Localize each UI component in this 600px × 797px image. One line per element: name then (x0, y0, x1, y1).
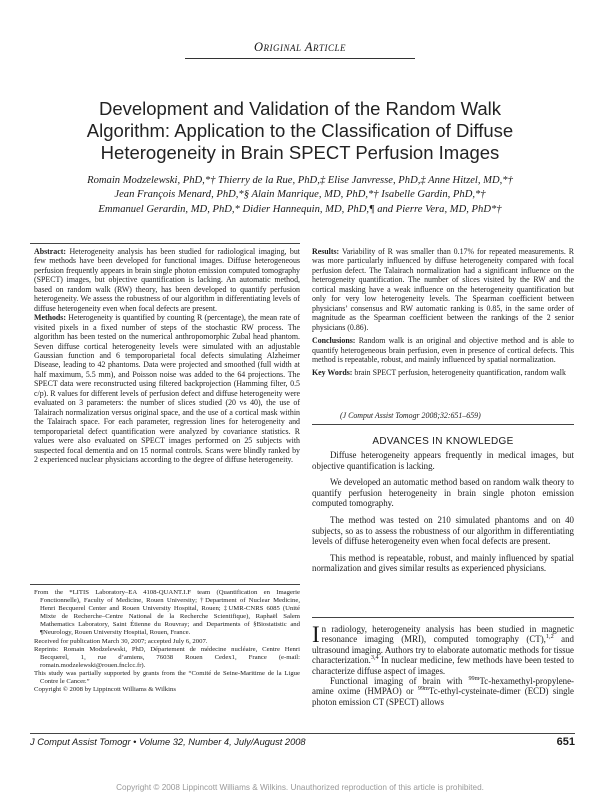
intro-paragraph (312, 624, 574, 676)
conclusions-paragraph (312, 336, 574, 364)
title-line: Algorithm: Application to the Classification of Diffuse (86, 120, 514, 141)
abstract-label: Abstract: (34, 247, 66, 256)
author-line: Jean François Menard, PhD,*§ Alain Manrique, MD, PhD,*† Isabelle Gardin, PhD,*† (114, 189, 486, 201)
intro-text: and ultrasound imaging. Authors try to elaborate automatic methods for tissue characterization. (312, 634, 574, 666)
drop-cap: I (312, 622, 320, 647)
keywords-label: Key Words: (312, 368, 353, 378)
title-line: Development and Validation of the Random Walk (98, 98, 502, 119)
introduction-section (312, 624, 574, 707)
abstract-left-column (34, 247, 300, 464)
conclusions-text: Random walk is an original and objective method and is able to quantify heterogeneous brain perfusion, even in presence of cortical defects. This method is repeatable, robust, and mainly influenced by spatial normalization. (312, 336, 574, 364)
footnote-funding: This study was partially supported by grants from the “Comité de Seine-Maritime de la Ligue Contre le Cancer.” (34, 669, 300, 686)
copyright-notice: Copyright © 2008 Lippincott Williams & Wilkins. Unauthorized reproduction of this article is prohibited. (116, 783, 484, 792)
citation-ref: 1,2 (545, 633, 554, 641)
intro-rule (312, 617, 574, 618)
intro-text: n radiology, heterogeneity analysis has been studied in magnetic resonance imaging (MRI), computed tomography (CT), (321, 624, 574, 645)
isotope-superscript: 99m (417, 685, 429, 693)
footnotes (34, 589, 300, 694)
keywords-paragraph (312, 368, 574, 377)
intro-text: Functional imaging of brain with (330, 676, 469, 687)
advances-paragraph: We developed an automatic method based on random walk theory to quantify perfusion heterogeneity in brain single photon emission computed tomography. (312, 477, 574, 509)
advances-section (312, 450, 574, 574)
footer-journal: J Comput Assist Tomogr • Volume 32, Number 4, July/August 2008 (30, 737, 306, 747)
intro-text: Tc-ethyl-cysteinate-dimer (ECD) single photon emission CT (SPECT) allows (312, 686, 574, 707)
results-label: Results: (312, 247, 340, 256)
abstract-right-column (312, 247, 574, 382)
page-footer (30, 733, 575, 750)
abstract-bottom-rule (312, 424, 574, 425)
methods-paragraph (34, 313, 300, 464)
intro-text: Tc-hexamethyl-propylene-amine oxime (HMPAO) or (312, 676, 574, 697)
advances-paragraph: This method is repeatable, robust, and mainly influenced by spatial normalization and gives similar results as experienced physicians. (312, 552, 574, 574)
intro-paragraph (312, 676, 574, 707)
section-rule (185, 58, 415, 59)
journal-citation: (J Comput Assist Tomogr 2008;32:651–659) (340, 411, 481, 420)
results-text: Variability of R was smaller than 0.17% for repeated measurements. R was more particularly influenced by diffuse heterogeneity compared with focal perfusion defect. The Talairach normalization had a significant influence on the heterogeneity quantification. The number of slices visited by the RW and the cortical masking have a weak influence on the heterogeneity quantification but only for very low heterogeneity levels. The Spearman coefficient between physicians’ consensus and RW automatic ranking is 0.85, in the same order of magnitude as the Spearman coefficient between the rankings of the 2 senior physicians (0.86). (312, 247, 574, 332)
author-line: Emmanuel Gerardin, MD, PhD,* Didier Hannequin, MD, PhD,¶ and Pierre Vera, MD, PhD*† (98, 203, 502, 215)
footnote-copyright: Copyright © 2008 by Lippincott Williams & Wilkins (34, 686, 176, 694)
abstract-paragraph (34, 247, 300, 313)
intro-text: In nuclear medicine, few methods have been tested to characterize diffuse aspect of images. (312, 655, 574, 676)
keywords-text: brain SPECT perfusion, heterogeneity quantification, random walk (354, 368, 566, 378)
title-line: Heterogeneity in Brain SPECT Perfusion Images (100, 142, 500, 163)
advances-paragraph: Diffuse heterogeneity appears frequently in medical images, but objective quantification is lacking. (312, 450, 574, 471)
methods-text: Heterogeneity is quantified by counting R (percentage), the mean rate of visited pixels in a fixed number of steps of the stochastic RW process. The algorithm has been tested on the numerical anthropomorphic Zubal head phantom. Seven diffuse cortical heterogeneity levels were simulated with an adjustable Gaussian function and 6 temporoparietal focal defects simulating Alzheimer Disease, leading to 42 phantoms. Data were projected and smoothed (full width at half maximum, 5.5 mm), and Poisson noise was added to the 64 projections. The SPECT data were reconstructed using filtered backprojection (Hamming filter, 0.5 c/p). R values for different levels of perfusion defect and diffuse heterogeneity were evaluated on 3 parameters: the number of slices studied (20 vs 40), the use of Talairach normalization versus original space, and the use of a cortical mask within the Talairach space. For each parameter, regression lines for heterogeneity and temporoparietal defect quantification were analyzed by covariance statistics. R values were also evaluated on SPECT images performed on 25 subjects with suspected focal dementia and on 15 normal controls. Scans were blindly ranked by 2 experienced nuclear physicians according to the degree of diffuse heterogeneity. (34, 313, 300, 464)
abstract-text: Heterogeneity analysis has been studied for radiological imaging, but few methods have been developed for functional images. Diffuse heterogeneous perfusion frequently appears in brain single photon emission computed tomography (SPECT) images, but objective quantification is lacking. An automatic method, based on random walk (RW) theory, has been developed to quantify perfusion heterogeneity. We assess the robustness of our algorithm in differentiating levels of diffuse heterogeneity even when focal defects are present. (34, 247, 300, 313)
footnote-rule (30, 584, 300, 585)
advances-heading: ADVANCES IN KNOWLEDGE (372, 436, 514, 447)
conclusions-label: Conclusions: (312, 336, 356, 346)
author-list (20, 174, 580, 217)
isotope-superscript: 99m (468, 675, 480, 683)
article-title (30, 98, 570, 164)
footnote-reprints: Reprints: Romain Modzelewski, PhD, Département de médecine nucléaire, Centre Henri Becquerel, 1, rue d’amiens, 76038 Rouen Cedex1, France (e-mail: romain.modzelewski@rouen.fnclcc.fr). (34, 645, 300, 669)
advances-paragraph: The method was tested on 210 simulated phantoms and on 40 subjects, so as to assess the robustness of our algorithm in differentiating levels of diffuse heterogeneity even when focal defects are present. (312, 514, 574, 547)
section-label: Original Article (253, 40, 347, 54)
footnote-received: Received for publication March 30, 2007; accepted July 6, 2007. (34, 637, 208, 645)
results-paragraph (312, 247, 574, 332)
footnote-affiliations: From the *LITIS Laboratory–EA 4108-QUANT.I.F team (Quantification en Imagerie Fonctionnelle), Faculty of Medicine, Rouen University; †Department of Nuclear Medicine, Henri Becquerel Center and Rouen University Hospital, Rouen; ‡UMR-CNRS 6085 (Unité Mixte de Recherche–Centre National de la Recherche Scientifique), Raphaël Salem Mathematics Laboratory, Saint Étienne du Rouvray; and Departments of §Biostatistic and ¶Neurology, Rouen University Hospital, Rouen, France. (34, 589, 300, 637)
citation-ref: 3,4 (370, 654, 379, 662)
author-line: Romain Modzelewski, PhD,*† Thierry de la Rue, PhD,‡ Elise Janvresse, PhD,‡ Anne Hitzel, MD,*† (87, 175, 513, 186)
methods-label: Methods: (34, 313, 66, 323)
page-number: 651 (556, 736, 575, 748)
abstract-top-rule (30, 243, 300, 244)
